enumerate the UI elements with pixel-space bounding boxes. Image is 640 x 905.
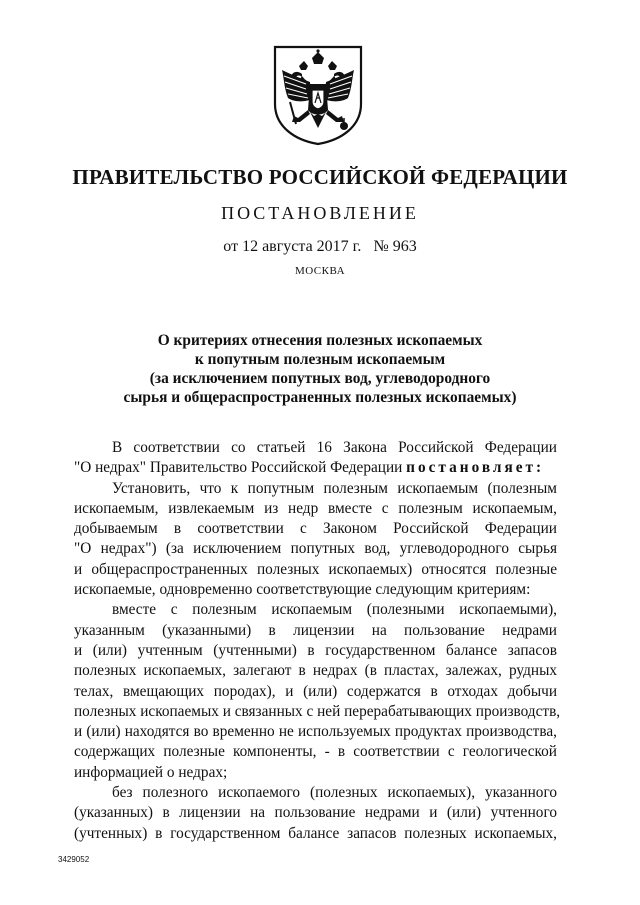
text-line: полезных ископаемых, залегают в недрах (в пластах, залежах, рудных — [74, 662, 557, 680]
coat-of-arms-emblem — [272, 44, 364, 146]
paragraph-establish — [74, 479, 557, 601]
text-line: ископаемым, извлекаемым из недр вместе с полезным ископаемым, — [74, 499, 557, 517]
text-line: В соответствии со статьей 16 Закона Российской Федерации — [112, 439, 557, 456]
text-line: и общераспространенных полезных ископаемых) относятся полезные — [74, 560, 557, 578]
text-line: указанным (указанными) в лицензии на пользование недрами — [74, 621, 557, 639]
document-number: 963 — [392, 238, 417, 255]
text-segment: "О недрах" Правительство Российской Федерации — [74, 459, 403, 477]
document-number-label: № — [373, 238, 389, 255]
text-line: полезных ископаемых и связанных с ней перерабатывающих производств, — [74, 702, 561, 720]
text-line: без полезного ископаемого (полезных ископаемых), указанного — [112, 784, 557, 802]
text-line: "О недрах") (за исключением попутных вод, углеводородного сырья — [74, 540, 557, 558]
text-line: информацией о недрах; — [74, 763, 228, 781]
document-date: от 12 августа 2017 г. — [223, 238, 362, 255]
text-line: (указанных) в лицензии на пользование недрами и (или) учтенного — [74, 804, 557, 822]
text-line — [74, 458, 557, 478]
document-date-line — [0, 238, 640, 256]
document-type: ПОСТАНОВЛЕНИЕ — [221, 203, 419, 223]
text-line: вместе с полезным ископаемым (полезными ископаемыми), — [112, 601, 557, 619]
paragraph-criterion-1 — [74, 600, 561, 783]
heading-line: О критериях отнесения полезных ископаемых — [157, 332, 483, 349]
government-title: ПРАВИТЕЛЬСТВО РОССИЙСКОЙ ФЕДЕРАЦИИ — [72, 165, 568, 189]
double-headed-eagle-icon — [272, 44, 364, 146]
text-line: телах, вмещающих породах), и (или) содержатся в отходах добычи — [74, 682, 557, 700]
heading-line: сырья и общераспространенных полезных ископаемых) — [123, 389, 517, 406]
heading-line: к попутным полезным ископаемым — [194, 351, 446, 368]
document-heading — [120, 331, 520, 407]
document-footer-code: 3429052 — [58, 855, 90, 864]
document-body — [74, 438, 561, 844]
paragraph-preamble — [74, 438, 557, 479]
paragraph-criterion-2 — [74, 783, 557, 844]
text-line: (учтенных) в государственном балансе запасов полезных ископаемых, — [74, 824, 557, 842]
text-line: содержащих полезные компоненты, - в соответствии с геологической — [74, 743, 557, 761]
document-city: МОСКВА — [294, 265, 346, 277]
heading-line: (за исключением попутных вод, углеводородного — [149, 370, 491, 387]
text-line: и (или) учтенным (учтенными) в государственном балансе запасов — [74, 641, 557, 659]
text-line: и (или) находятся во временно не используемых продуктах производства, — [74, 723, 557, 741]
text-line: добываемым в соответствии с Законом Российской Федерации — [74, 520, 557, 538]
text-line: ископаемые, одновременно соответствующие следующим критериям: — [74, 581, 531, 599]
text-line: Установить, что к попутным полезным ископаемым (полезным — [112, 479, 557, 497]
decree-keyword: постановляет: — [406, 459, 545, 477]
